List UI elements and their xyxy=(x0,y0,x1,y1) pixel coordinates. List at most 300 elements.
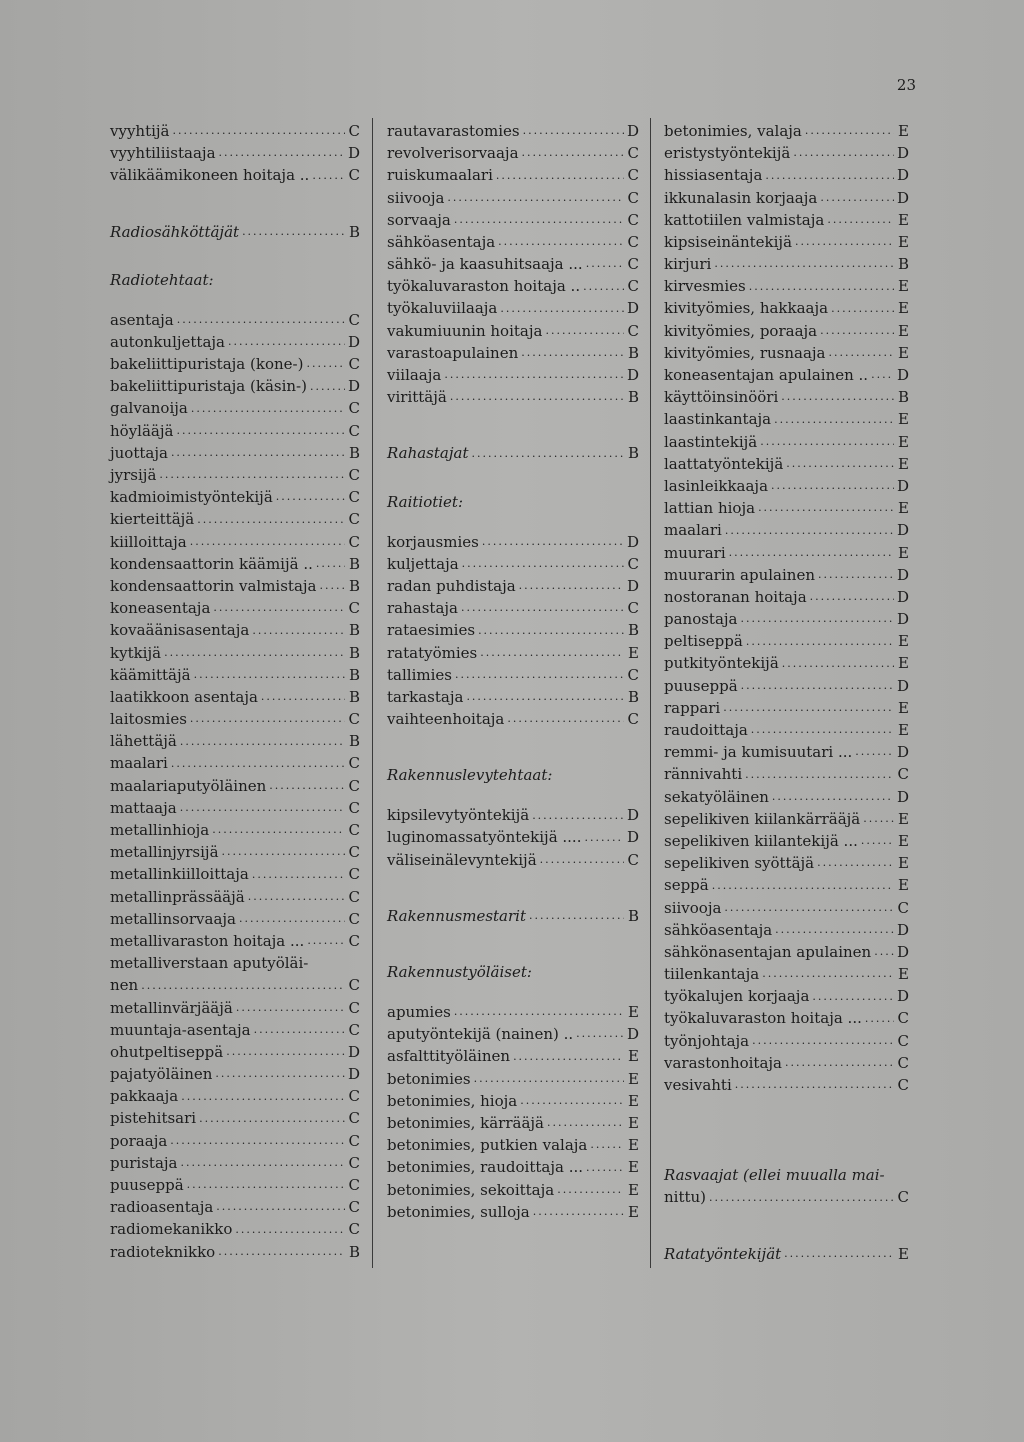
list-item xyxy=(110,1196,360,1218)
spacer xyxy=(387,465,639,491)
spacer xyxy=(110,291,360,309)
grade-letter: C xyxy=(627,255,639,274)
grade-letter: B xyxy=(348,554,360,573)
grade-letter: B xyxy=(627,687,639,706)
list-item xyxy=(110,730,360,752)
list-item xyxy=(664,963,909,985)
list-item xyxy=(664,231,909,253)
grade-letter: B xyxy=(348,687,360,706)
page-number: 23 xyxy=(896,76,916,94)
dot-leader xyxy=(254,1019,345,1041)
spacer xyxy=(387,786,639,804)
occupation-name: lähettäjä xyxy=(110,732,177,751)
dot-leader xyxy=(454,209,624,231)
grade-letter: C xyxy=(897,1076,909,1095)
grade-letter: E xyxy=(628,1113,639,1132)
list-item xyxy=(664,719,909,741)
dot-leader xyxy=(496,165,624,187)
occupation-name: betonimies, kärrääjä xyxy=(387,1113,544,1132)
occupation-name: betonimies, raudoittaja ... xyxy=(387,1158,583,1177)
list-item xyxy=(387,142,639,164)
dot-leader xyxy=(712,875,894,897)
dot-leader xyxy=(500,298,624,320)
list-item xyxy=(110,1041,360,1063)
list-item xyxy=(664,985,909,1007)
grade-letter: D xyxy=(896,521,909,540)
occupation-name: sähkö- ja kaasuhitsaaja ... xyxy=(387,255,583,274)
list-item xyxy=(387,531,639,553)
list-item xyxy=(664,320,909,342)
grade-letter: B xyxy=(627,621,639,640)
occupation-name: väliseinälevyntekijä xyxy=(387,850,537,869)
occupation-name: koneasentajan apulainen .. xyxy=(664,366,869,385)
list-item xyxy=(110,375,360,397)
list-item xyxy=(387,209,639,231)
list-item xyxy=(664,852,909,874)
grade-letter: C xyxy=(897,1009,909,1028)
list-item xyxy=(110,398,360,420)
dot-leader xyxy=(462,553,624,575)
dot-leader xyxy=(829,342,895,364)
grade-letter: C xyxy=(348,821,360,840)
dot-leader xyxy=(831,298,894,320)
list-item xyxy=(387,1134,639,1156)
occupation-name: viilaaja xyxy=(387,366,442,385)
dot-leader xyxy=(709,1187,894,1209)
spacer xyxy=(387,927,639,961)
dot-leader xyxy=(774,409,894,431)
dot-leader xyxy=(478,620,624,642)
occupation-name: kipsilevytyöntekijä xyxy=(387,806,530,825)
grade-letter: B xyxy=(348,643,360,662)
occupation-name: vakumiuunin hoitaja xyxy=(387,321,543,340)
spacer xyxy=(387,408,639,442)
grade-letter: E xyxy=(628,1136,639,1155)
section-entry xyxy=(110,221,360,243)
dot-leader xyxy=(523,120,624,142)
occupation-name: radiomekanikko xyxy=(110,1220,233,1239)
list-item xyxy=(664,808,909,830)
dot-leader xyxy=(519,575,624,597)
occupation-name: betonimies, sekoittaja xyxy=(387,1180,555,1199)
dot-leader xyxy=(724,897,894,919)
list-item xyxy=(664,830,909,852)
dot-leader xyxy=(173,120,345,142)
occupation-name: sähköasentaja xyxy=(664,920,773,939)
section-entry xyxy=(387,442,639,464)
list-item xyxy=(664,697,909,719)
grade-letter: C xyxy=(627,277,639,296)
list-item xyxy=(387,342,639,364)
grade-letter: C xyxy=(348,776,360,795)
list-item xyxy=(387,575,639,597)
grade-letter: D xyxy=(626,121,639,140)
dot-leader xyxy=(215,1063,345,1085)
grade-letter: E xyxy=(898,809,909,828)
list-item xyxy=(387,187,639,209)
grade-letter: D xyxy=(896,188,909,207)
list-item xyxy=(664,675,909,697)
dot-leader xyxy=(520,1090,624,1112)
grade-letter: D xyxy=(626,1025,639,1044)
dot-leader xyxy=(772,786,894,808)
occupation-name: pajatyöläinen xyxy=(110,1065,213,1084)
list-item xyxy=(387,553,639,575)
grade-letter: E xyxy=(628,1003,639,1022)
list-item xyxy=(110,353,360,375)
occupation-name: työkaluvaraston hoitaja ... xyxy=(664,1009,862,1028)
section-heading: Rakennuslevytehtaat: xyxy=(387,766,553,785)
dot-leader xyxy=(222,841,345,863)
list-item xyxy=(664,1008,909,1030)
grade-letter: E xyxy=(628,1047,639,1066)
grade-letter: D xyxy=(626,299,639,318)
grade-letter: D xyxy=(347,1042,360,1061)
list-item xyxy=(110,863,360,885)
list-item xyxy=(110,1241,360,1263)
column-2 xyxy=(387,120,639,1223)
list-item xyxy=(387,1090,639,1112)
grade-letter: D xyxy=(347,332,360,351)
grade-letter: C xyxy=(348,1176,360,1195)
occupation-name: vaihteenhoitaja xyxy=(387,710,505,729)
grade-letter: E xyxy=(898,499,909,518)
grade-letter: C xyxy=(627,665,639,684)
spacer xyxy=(387,513,639,531)
occupation-name: putkityöntekijä xyxy=(664,654,779,673)
grade-letter: C xyxy=(348,310,360,329)
occupation-name: lasinleikkaaja xyxy=(664,476,769,495)
list-item xyxy=(387,364,639,386)
list-item xyxy=(664,275,909,297)
grade-letter: D xyxy=(896,920,909,939)
grade-letter: E xyxy=(898,876,909,895)
dot-leader xyxy=(586,1157,624,1179)
dot-leader xyxy=(793,142,894,164)
list-item xyxy=(110,1019,360,1041)
grade-letter: E xyxy=(898,410,909,429)
occupation-name: vyyhtiliistaaja xyxy=(110,144,216,163)
occupation-name: autonkuljettaja xyxy=(110,332,225,351)
list-item xyxy=(664,164,909,186)
dot-leader xyxy=(817,852,894,874)
list-item xyxy=(664,542,909,564)
list-item xyxy=(110,664,360,686)
dot-leader xyxy=(461,597,624,619)
list-item xyxy=(110,331,360,353)
dot-leader xyxy=(735,1074,894,1096)
occupation-name: kondensaattorin valmistaja xyxy=(110,576,317,595)
occupation-name: galvanoija xyxy=(110,399,188,418)
occupation-name: remmi- ja kumisuutari ... xyxy=(664,743,853,762)
section-heading: Radiotehtaat: xyxy=(110,270,214,289)
occupation-name: eristystyöntekijä xyxy=(664,144,791,163)
occupation-name: ratatyömies xyxy=(387,643,478,662)
list-item xyxy=(387,827,639,849)
occupation-name: mattaaja xyxy=(110,798,177,817)
grade-letter: E xyxy=(898,965,909,984)
dot-leader xyxy=(316,553,345,575)
occupation-name: metallinjyrsijä xyxy=(110,843,219,862)
dot-leader xyxy=(861,830,894,852)
grade-letter: E xyxy=(898,654,909,673)
dot-leader xyxy=(498,231,624,253)
occupation-name: radioasentaja xyxy=(110,1198,214,1217)
grade-letter: E xyxy=(898,632,909,651)
dot-leader xyxy=(810,586,894,608)
list-item xyxy=(110,1152,360,1174)
dot-leader xyxy=(723,697,894,719)
list-item xyxy=(664,919,909,941)
list-item xyxy=(110,597,360,619)
grade-letter: E xyxy=(898,121,909,140)
grade-letter: C xyxy=(348,798,360,817)
dot-leader xyxy=(762,963,894,985)
list-item xyxy=(664,897,909,919)
spacer xyxy=(664,1130,909,1164)
dot-leader xyxy=(782,653,894,675)
dot-leader xyxy=(540,849,624,871)
dot-leader xyxy=(474,1068,624,1090)
occupation-name: betonimies, valaja xyxy=(664,121,802,140)
list-item xyxy=(110,120,360,142)
column-3 xyxy=(664,120,909,1265)
list-item xyxy=(110,442,360,464)
dot-leader xyxy=(760,431,894,453)
occupation-name: hissiasentaja xyxy=(664,166,763,185)
grade-letter: B xyxy=(627,906,639,925)
dot-leader xyxy=(197,509,345,531)
list-item xyxy=(110,1063,360,1085)
list-item xyxy=(387,386,639,408)
list-item xyxy=(387,120,639,142)
list-item xyxy=(664,741,909,763)
dot-leader xyxy=(741,608,894,630)
dot-leader xyxy=(818,564,894,586)
grade-letter: C xyxy=(348,1109,360,1128)
occupation-name: kipsiseinäntekijä xyxy=(664,232,793,251)
grade-letter: E xyxy=(898,210,909,229)
occupation-name: peltiseppä xyxy=(664,632,743,651)
dot-leader xyxy=(521,342,624,364)
occupation-name: nen xyxy=(110,976,139,995)
occupation-name: luginomassatyöntekijä .... xyxy=(387,828,582,847)
spacer xyxy=(664,1209,909,1243)
grade-letter: E xyxy=(898,277,909,296)
occupation-name: metallinsorvaaja xyxy=(110,909,236,928)
list-item xyxy=(664,408,909,430)
dot-leader xyxy=(218,1241,345,1263)
occupation-name: asfalttityöläinen xyxy=(387,1047,511,1066)
dot-leader xyxy=(190,708,345,730)
dot-leader xyxy=(480,642,624,664)
grade-letter: B xyxy=(627,444,639,463)
list-item xyxy=(664,187,909,209)
occupation-name: ruiskumaalari xyxy=(387,166,493,185)
list-item xyxy=(664,564,909,586)
dot-leader xyxy=(269,775,345,797)
occupation-name: rännivahti xyxy=(664,765,743,784)
list-item xyxy=(387,664,639,686)
dot-leader xyxy=(236,997,345,1019)
grade-letter: C xyxy=(348,909,360,928)
dot-leader xyxy=(171,442,345,464)
dot-leader xyxy=(212,819,345,841)
dot-leader xyxy=(752,1030,894,1052)
dot-leader xyxy=(307,930,345,952)
grade-letter: C xyxy=(348,865,360,884)
grade-letter: E xyxy=(898,232,909,251)
dot-leader xyxy=(576,1023,624,1045)
list-item xyxy=(387,253,639,275)
list-item xyxy=(664,364,909,386)
grade-letter: B xyxy=(348,621,360,640)
dot-leader xyxy=(252,864,345,886)
grade-letter: C xyxy=(348,121,360,140)
list-item xyxy=(664,941,909,963)
grade-letter: C xyxy=(897,898,909,917)
grade-letter: C xyxy=(348,931,360,950)
column-divider xyxy=(372,118,373,1268)
list-item xyxy=(664,120,909,142)
dot-leader xyxy=(557,1179,624,1201)
spacer xyxy=(110,187,360,221)
dot-leader xyxy=(466,686,624,708)
dot-leader xyxy=(865,1008,894,1030)
occupation-name: raudoittaja xyxy=(664,721,748,740)
occupation-name: betonimies, hioja xyxy=(387,1091,518,1110)
occupation-name: kirjuri xyxy=(664,255,712,274)
dot-leader xyxy=(781,386,894,408)
occupation-name: kadmioimistyöntekijä xyxy=(110,488,273,507)
occupation-name: jyrsijä xyxy=(110,466,157,485)
grade-letter: E xyxy=(898,432,909,451)
grade-letter: E xyxy=(898,321,909,340)
grade-letter: C xyxy=(348,754,360,773)
list-item xyxy=(387,686,639,708)
grade-letter: C xyxy=(897,1053,909,1072)
dot-leader xyxy=(745,764,894,786)
spacer xyxy=(110,243,360,269)
dot-leader xyxy=(450,386,624,408)
occupation-name: poraaja xyxy=(110,1131,168,1150)
list-item xyxy=(664,209,909,231)
grade-letter: E xyxy=(898,854,909,873)
occupation-name: kuljettaja xyxy=(387,554,459,573)
grade-letter: B xyxy=(627,343,639,362)
grade-letter: E xyxy=(628,1158,639,1177)
occupation-name: siivooja xyxy=(664,898,722,917)
spacer xyxy=(664,1096,909,1130)
grade-letter: C xyxy=(348,1131,360,1150)
occupation-name: käämittäjä xyxy=(110,665,191,684)
grade-letter: C xyxy=(348,710,360,729)
dot-leader xyxy=(176,420,345,442)
grade-letter: C xyxy=(627,554,639,573)
occupation-name: tiilenkantaja xyxy=(664,965,760,984)
grade-letter: C xyxy=(348,976,360,995)
occupation-name: sepelikiven syöttäjä xyxy=(664,854,815,873)
occupation-name: työkaluvaraston hoitaja .. xyxy=(387,277,581,296)
occupation-name: betonimies, putkien valaja xyxy=(387,1136,588,1155)
grade-letter: C xyxy=(627,210,639,229)
occupation-name: tarkastaja xyxy=(387,687,464,706)
list-item xyxy=(387,1045,639,1067)
occupation-name: kivityömies, hakkaaja xyxy=(664,299,829,318)
grade-letter: E xyxy=(628,1069,639,1088)
occupation-name: laatikkoon asentaja xyxy=(110,687,258,706)
occupation-name: ikkunalasin korjaaja xyxy=(664,188,818,207)
dot-leader xyxy=(871,364,894,386)
grade-letter: E xyxy=(898,299,909,318)
grade-letter: C xyxy=(348,1020,360,1039)
grade-letter: E xyxy=(628,643,639,662)
list-item xyxy=(110,420,360,442)
entry-continuation: metalliverstaan aputyöläi- xyxy=(110,954,309,973)
occupation-name: puuseppä xyxy=(664,676,738,695)
grade-letter: D xyxy=(896,587,909,606)
list-item xyxy=(664,475,909,497)
grade-letter: C xyxy=(627,188,639,207)
list-item xyxy=(110,974,360,996)
list-item xyxy=(110,1130,360,1152)
dot-leader xyxy=(219,142,345,164)
occupation-name: rahastaja xyxy=(387,599,458,618)
occupation-name: sorvaaja xyxy=(387,210,451,229)
occupation-name: muurarin apulainen xyxy=(664,565,815,584)
list-item xyxy=(387,1201,639,1223)
occupation-name: Rahastajat xyxy=(387,444,469,463)
occupation-name: juottaja xyxy=(110,443,168,462)
grade-letter: C xyxy=(348,843,360,862)
grade-letter: D xyxy=(347,1065,360,1084)
list-item xyxy=(110,753,360,775)
list-item xyxy=(664,874,909,896)
list-item xyxy=(110,486,360,508)
dot-leader xyxy=(216,1196,345,1218)
dot-leader xyxy=(235,1219,345,1241)
grade-letter: C xyxy=(348,466,360,485)
list-item xyxy=(664,1186,909,1208)
occupation-name: laastintekijä xyxy=(664,432,758,451)
grade-letter: E xyxy=(898,454,909,473)
occupation-name: rataesimies xyxy=(387,621,476,640)
list-item xyxy=(110,142,360,164)
occupation-name: työkaluviilaaja xyxy=(387,299,498,318)
grade-letter: B xyxy=(348,443,360,462)
occupation-name: betonimies xyxy=(387,1069,471,1088)
occupation-name: metallinvärjääjä xyxy=(110,998,233,1017)
dot-leader xyxy=(180,797,345,819)
dot-leader xyxy=(164,642,345,664)
dot-leader xyxy=(547,1112,624,1134)
dot-leader xyxy=(239,908,345,930)
occupation-name: käyttöinsinööri xyxy=(664,388,779,407)
dot-leader xyxy=(586,253,624,275)
grade-letter: C xyxy=(627,850,639,869)
list-item xyxy=(387,1068,639,1090)
dot-leader xyxy=(729,542,894,564)
grade-letter: C xyxy=(348,421,360,440)
occupation-name: sähkönasentajan apulainen xyxy=(664,942,872,961)
list-item xyxy=(664,1074,909,1096)
dot-leader xyxy=(471,443,624,465)
occupation-name: Radiosähköttäjät xyxy=(110,222,240,241)
list-item xyxy=(387,619,639,641)
grade-letter: E xyxy=(898,1244,909,1263)
grade-letter: E xyxy=(898,343,909,362)
dot-leader xyxy=(190,531,345,553)
